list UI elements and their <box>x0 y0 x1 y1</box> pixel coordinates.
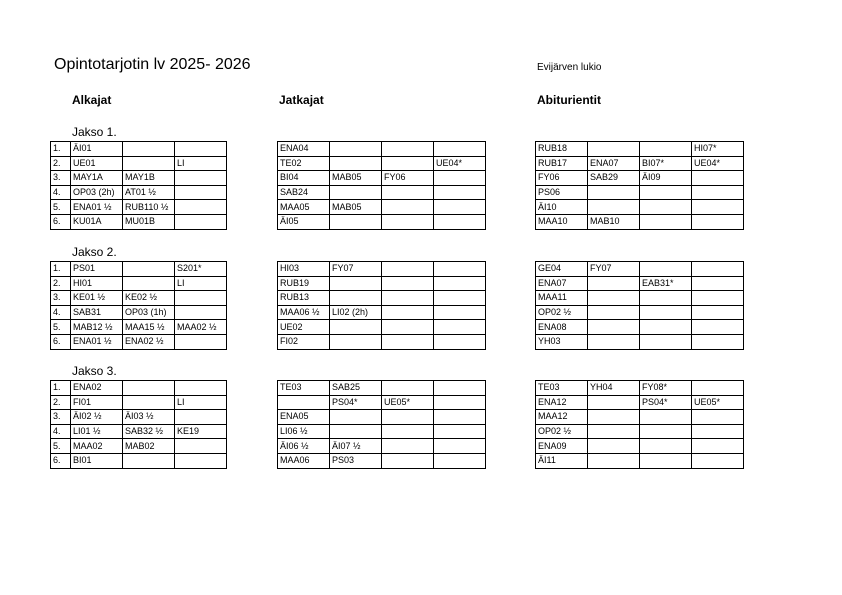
course-cell <box>434 453 486 468</box>
course-cell: OP03 (1h) <box>123 305 175 320</box>
table-row <box>51 453 227 468</box>
course-cell: UE05* <box>692 395 744 410</box>
course-cell: TE03 <box>536 381 588 396</box>
schedule-table-alkajat <box>50 141 227 230</box>
course-cell: ÄI02 ½ <box>71 410 123 425</box>
table-row <box>51 395 227 410</box>
course-cell <box>692 276 744 291</box>
course-cell <box>640 142 692 157</box>
table-row <box>278 291 486 306</box>
course-cell: KE02 ½ <box>123 291 175 306</box>
course-cell: KU01A <box>71 214 123 229</box>
course-cell <box>123 262 175 277</box>
course-cell <box>640 185 692 200</box>
table-row <box>536 453 744 468</box>
table-row <box>536 185 744 200</box>
table-row <box>51 381 227 396</box>
row-number: 3. <box>51 410 71 425</box>
course-cell <box>640 214 692 229</box>
course-cell: MAA11 <box>536 291 588 306</box>
course-cell <box>175 291 227 306</box>
schedule-table-jatkajat <box>277 261 486 350</box>
course-cell <box>382 276 434 291</box>
course-cell: MU01B <box>123 214 175 229</box>
course-cell <box>123 453 175 468</box>
table-row <box>51 200 227 215</box>
course-cell <box>434 424 486 439</box>
table-row <box>536 276 744 291</box>
course-cell <box>175 305 227 320</box>
course-cell <box>330 142 382 157</box>
course-cell <box>123 395 175 410</box>
course-cell: RUB17 <box>536 156 588 171</box>
course-cell: S201* <box>175 262 227 277</box>
column-heading-alkajat: Alkajat <box>72 93 112 107</box>
course-cell: ENA02 <box>71 381 123 396</box>
course-cell: ENA07 <box>536 276 588 291</box>
course-cell: RUB19 <box>278 276 330 291</box>
course-cell <box>640 305 692 320</box>
course-cell <box>434 381 486 396</box>
table-row <box>536 200 744 215</box>
course-cell <box>692 305 744 320</box>
course-cell: PS06 <box>536 185 588 200</box>
course-cell <box>640 453 692 468</box>
row-number: 5. <box>51 320 71 335</box>
course-cell <box>434 142 486 157</box>
row-number: 5. <box>51 439 71 454</box>
course-cell: MAY1B <box>123 171 175 186</box>
course-cell <box>123 381 175 396</box>
table-row <box>278 276 486 291</box>
course-cell: MAB10 <box>588 214 640 229</box>
table-row <box>51 276 227 291</box>
course-cell <box>588 439 640 454</box>
course-cell: OP02 ½ <box>536 305 588 320</box>
course-cell: BI04 <box>278 171 330 186</box>
course-cell <box>123 142 175 157</box>
course-cell <box>382 381 434 396</box>
course-cell: RUB13 <box>278 291 330 306</box>
course-cell <box>692 439 744 454</box>
table-row <box>51 320 227 335</box>
course-cell: EAB31* <box>640 276 692 291</box>
course-cell: SAB24 <box>278 185 330 200</box>
period-label: Jakso 1. <box>72 125 117 139</box>
row-number: 2. <box>51 395 71 410</box>
course-cell <box>175 171 227 186</box>
course-cell: MAA05 <box>278 200 330 215</box>
table-row <box>536 305 744 320</box>
row-number: 6. <box>51 334 71 349</box>
row-number: 1. <box>51 262 71 277</box>
course-cell: FY07 <box>588 262 640 277</box>
course-cell <box>588 410 640 425</box>
course-cell <box>692 334 744 349</box>
course-cell <box>434 334 486 349</box>
course-cell: HI01 <box>71 276 123 291</box>
schedule-table-alkajat <box>50 261 227 350</box>
course-cell <box>692 453 744 468</box>
course-cell <box>692 381 744 396</box>
row-number: 6. <box>51 214 71 229</box>
course-cell: LI <box>175 156 227 171</box>
course-cell <box>692 185 744 200</box>
course-cell <box>278 395 330 410</box>
course-cell <box>692 410 744 425</box>
course-cell <box>382 200 434 215</box>
course-cell: FY06 <box>382 171 434 186</box>
school-name: Evijärven lukio <box>537 62 602 73</box>
course-cell <box>434 262 486 277</box>
course-cell: ENA08 <box>536 320 588 335</box>
column-heading-abiturientit: Abiturientit <box>537 93 601 107</box>
table-row <box>536 395 744 410</box>
course-cell: ÄI09 <box>640 171 692 186</box>
course-cell: SAB32 ½ <box>123 424 175 439</box>
table-row <box>278 395 486 410</box>
course-cell <box>588 142 640 157</box>
table-row <box>536 424 744 439</box>
column-heading-jatkajat: Jatkajat <box>279 93 324 107</box>
course-cell <box>123 156 175 171</box>
course-cell: SAB31 <box>71 305 123 320</box>
course-cell <box>588 395 640 410</box>
course-cell: UE02 <box>278 320 330 335</box>
course-cell <box>330 424 382 439</box>
course-cell <box>434 410 486 425</box>
course-cell: ÄI10 <box>536 200 588 215</box>
course-cell <box>640 262 692 277</box>
course-cell <box>382 262 434 277</box>
table-row <box>51 171 227 186</box>
course-cell <box>588 185 640 200</box>
schedule-table-abiturientit <box>535 261 744 350</box>
course-cell <box>123 276 175 291</box>
table-row <box>536 381 744 396</box>
table-row <box>278 200 486 215</box>
course-cell: ÄI11 <box>536 453 588 468</box>
course-cell: ENA02 ½ <box>123 334 175 349</box>
table-row <box>278 453 486 468</box>
course-cell <box>434 171 486 186</box>
course-cell: UE01 <box>71 156 123 171</box>
course-cell <box>692 214 744 229</box>
course-cell <box>330 410 382 425</box>
course-cell <box>175 142 227 157</box>
course-cell <box>382 214 434 229</box>
course-cell <box>382 291 434 306</box>
course-cell <box>175 439 227 454</box>
course-cell: ENA01 ½ <box>71 334 123 349</box>
course-cell <box>330 291 382 306</box>
row-number: 4. <box>51 185 71 200</box>
course-cell: RUB110 ½ <box>123 200 175 215</box>
course-cell <box>434 185 486 200</box>
course-cell <box>382 156 434 171</box>
course-cell <box>382 453 434 468</box>
course-cell <box>330 276 382 291</box>
course-cell <box>382 305 434 320</box>
course-cell: PS03 <box>330 453 382 468</box>
row-number: 4. <box>51 305 71 320</box>
table-row <box>278 334 486 349</box>
table-row <box>51 262 227 277</box>
schedule-table-jatkajat <box>277 141 486 230</box>
schedule-table-jatkajat <box>277 380 486 469</box>
course-cell <box>434 291 486 306</box>
course-cell <box>330 156 382 171</box>
table-row <box>536 334 744 349</box>
course-cell <box>434 305 486 320</box>
table-row <box>536 262 744 277</box>
course-cell <box>175 453 227 468</box>
course-cell <box>692 262 744 277</box>
course-cell: LI02 (2h) <box>330 305 382 320</box>
course-cell: FY07 <box>330 262 382 277</box>
course-cell <box>330 185 382 200</box>
course-cell <box>382 334 434 349</box>
course-cell: RUB18 <box>536 142 588 157</box>
course-cell: FI02 <box>278 334 330 349</box>
course-cell: MAA02 ½ <box>175 320 227 335</box>
period-label: Jakso 3. <box>72 364 117 378</box>
course-cell <box>434 439 486 454</box>
course-cell <box>382 142 434 157</box>
table-row <box>278 262 486 277</box>
course-cell <box>692 291 744 306</box>
course-cell <box>640 424 692 439</box>
course-cell: MAA06 <box>278 453 330 468</box>
page-title: Opintotarjotin lv 2025- 2026 <box>54 56 251 73</box>
course-cell: ENA04 <box>278 142 330 157</box>
course-cell: TE03 <box>278 381 330 396</box>
course-cell <box>588 334 640 349</box>
course-cell <box>692 320 744 335</box>
course-cell: YH03 <box>536 334 588 349</box>
row-number: 1. <box>51 381 71 396</box>
course-cell: YH04 <box>588 381 640 396</box>
course-cell: MAA02 <box>71 439 123 454</box>
course-cell <box>175 214 227 229</box>
course-cell <box>434 276 486 291</box>
table-row <box>278 156 486 171</box>
course-cell <box>640 200 692 215</box>
course-cell: FY08* <box>640 381 692 396</box>
course-cell: MAB05 <box>330 200 382 215</box>
course-cell: MAB12 ½ <box>71 320 123 335</box>
course-cell: TE02 <box>278 156 330 171</box>
row-number: 5. <box>51 200 71 215</box>
row-number: 4. <box>51 424 71 439</box>
course-cell: BI01 <box>71 453 123 468</box>
course-cell <box>175 185 227 200</box>
table-row <box>536 291 744 306</box>
course-cell: MAA15 ½ <box>123 320 175 335</box>
table-row <box>278 424 486 439</box>
course-cell: ÄI07 ½ <box>330 439 382 454</box>
row-number: 1. <box>51 142 71 157</box>
table-row <box>278 381 486 396</box>
table-row <box>51 185 227 200</box>
table-row <box>51 334 227 349</box>
course-cell: LI06 ½ <box>278 424 330 439</box>
course-cell: HI03 <box>278 262 330 277</box>
course-cell: MAA06 ½ <box>278 305 330 320</box>
table-row <box>278 185 486 200</box>
period-label: Jakso 2. <box>72 245 117 259</box>
course-cell: FI01 <box>71 395 123 410</box>
course-cell: LI01 ½ <box>71 424 123 439</box>
table-row <box>278 142 486 157</box>
course-cell: ÄI05 <box>278 214 330 229</box>
table-row <box>536 171 744 186</box>
table-row <box>278 410 486 425</box>
course-cell <box>640 439 692 454</box>
course-cell <box>382 410 434 425</box>
table-row <box>51 142 227 157</box>
table-row <box>536 410 744 425</box>
course-cell: UE05* <box>382 395 434 410</box>
table-row <box>536 214 744 229</box>
table-row <box>278 214 486 229</box>
course-cell: ENA09 <box>536 439 588 454</box>
course-cell: HI07* <box>692 142 744 157</box>
course-cell <box>640 410 692 425</box>
course-cell <box>175 410 227 425</box>
course-cell <box>588 200 640 215</box>
course-cell <box>588 291 640 306</box>
course-cell <box>588 424 640 439</box>
row-number: 2. <box>51 156 71 171</box>
table-row <box>536 439 744 454</box>
course-cell: MAA10 <box>536 214 588 229</box>
course-cell <box>588 453 640 468</box>
course-cell <box>175 200 227 215</box>
course-cell <box>640 334 692 349</box>
course-cell: MAB02 <box>123 439 175 454</box>
table-row <box>51 291 227 306</box>
course-cell <box>434 214 486 229</box>
course-cell: LI <box>175 276 227 291</box>
course-cell: KE19 <box>175 424 227 439</box>
course-cell <box>382 185 434 200</box>
table-row <box>278 305 486 320</box>
course-cell: ÄI03 ½ <box>123 410 175 425</box>
course-cell: ÄI01 <box>71 142 123 157</box>
course-cell: PS01 <box>71 262 123 277</box>
course-cell: FY06 <box>536 171 588 186</box>
table-row <box>278 320 486 335</box>
course-cell: ENA01 ½ <box>71 200 123 215</box>
course-cell: ENA05 <box>278 410 330 425</box>
course-cell: ÄI06 ½ <box>278 439 330 454</box>
course-cell <box>588 305 640 320</box>
course-cell <box>330 320 382 335</box>
course-cell: OP03 (2h) <box>71 185 123 200</box>
table-row <box>536 320 744 335</box>
row-number: 3. <box>51 171 71 186</box>
course-cell <box>434 395 486 410</box>
table-row <box>536 156 744 171</box>
course-cell: KE01 ½ <box>71 291 123 306</box>
schedule-table-abiturientit <box>535 380 744 469</box>
table-row <box>51 410 227 425</box>
table-row <box>278 439 486 454</box>
table-row <box>536 142 744 157</box>
course-cell: SAB25 <box>330 381 382 396</box>
course-cell <box>588 276 640 291</box>
course-cell: OP02 ½ <box>536 424 588 439</box>
row-number: 6. <box>51 453 71 468</box>
course-cell: SAB29 <box>588 171 640 186</box>
row-number: 3. <box>51 291 71 306</box>
table-row <box>51 156 227 171</box>
course-cell: MAB05 <box>330 171 382 186</box>
course-cell <box>692 200 744 215</box>
course-cell: MAA12 <box>536 410 588 425</box>
course-cell <box>640 291 692 306</box>
course-cell: UE04* <box>692 156 744 171</box>
course-cell <box>692 424 744 439</box>
course-cell <box>382 320 434 335</box>
course-cell <box>588 320 640 335</box>
course-cell: GE04 <box>536 262 588 277</box>
table-row <box>51 424 227 439</box>
course-cell: PS04* <box>330 395 382 410</box>
course-cell: MAY1A <box>71 171 123 186</box>
table-row <box>278 171 486 186</box>
table-row <box>51 305 227 320</box>
table-row <box>51 439 227 454</box>
row-number: 2. <box>51 276 71 291</box>
course-cell <box>382 439 434 454</box>
course-cell <box>382 424 434 439</box>
table-row <box>51 214 227 229</box>
course-cell: UE04* <box>434 156 486 171</box>
course-cell: ENA07 <box>588 156 640 171</box>
schedule-table-abiturientit <box>535 141 744 230</box>
course-cell <box>434 320 486 335</box>
course-cell <box>330 334 382 349</box>
course-cell: PS04* <box>640 395 692 410</box>
course-cell: LI <box>175 395 227 410</box>
course-cell: ENA12 <box>536 395 588 410</box>
course-cell: BI07* <box>640 156 692 171</box>
course-cell <box>692 171 744 186</box>
course-cell <box>640 320 692 335</box>
course-cell <box>330 214 382 229</box>
course-cell <box>175 381 227 396</box>
course-cell: AT01 ½ <box>123 185 175 200</box>
course-cell <box>175 334 227 349</box>
schedule-table-alkajat <box>50 380 227 469</box>
course-cell <box>434 200 486 215</box>
